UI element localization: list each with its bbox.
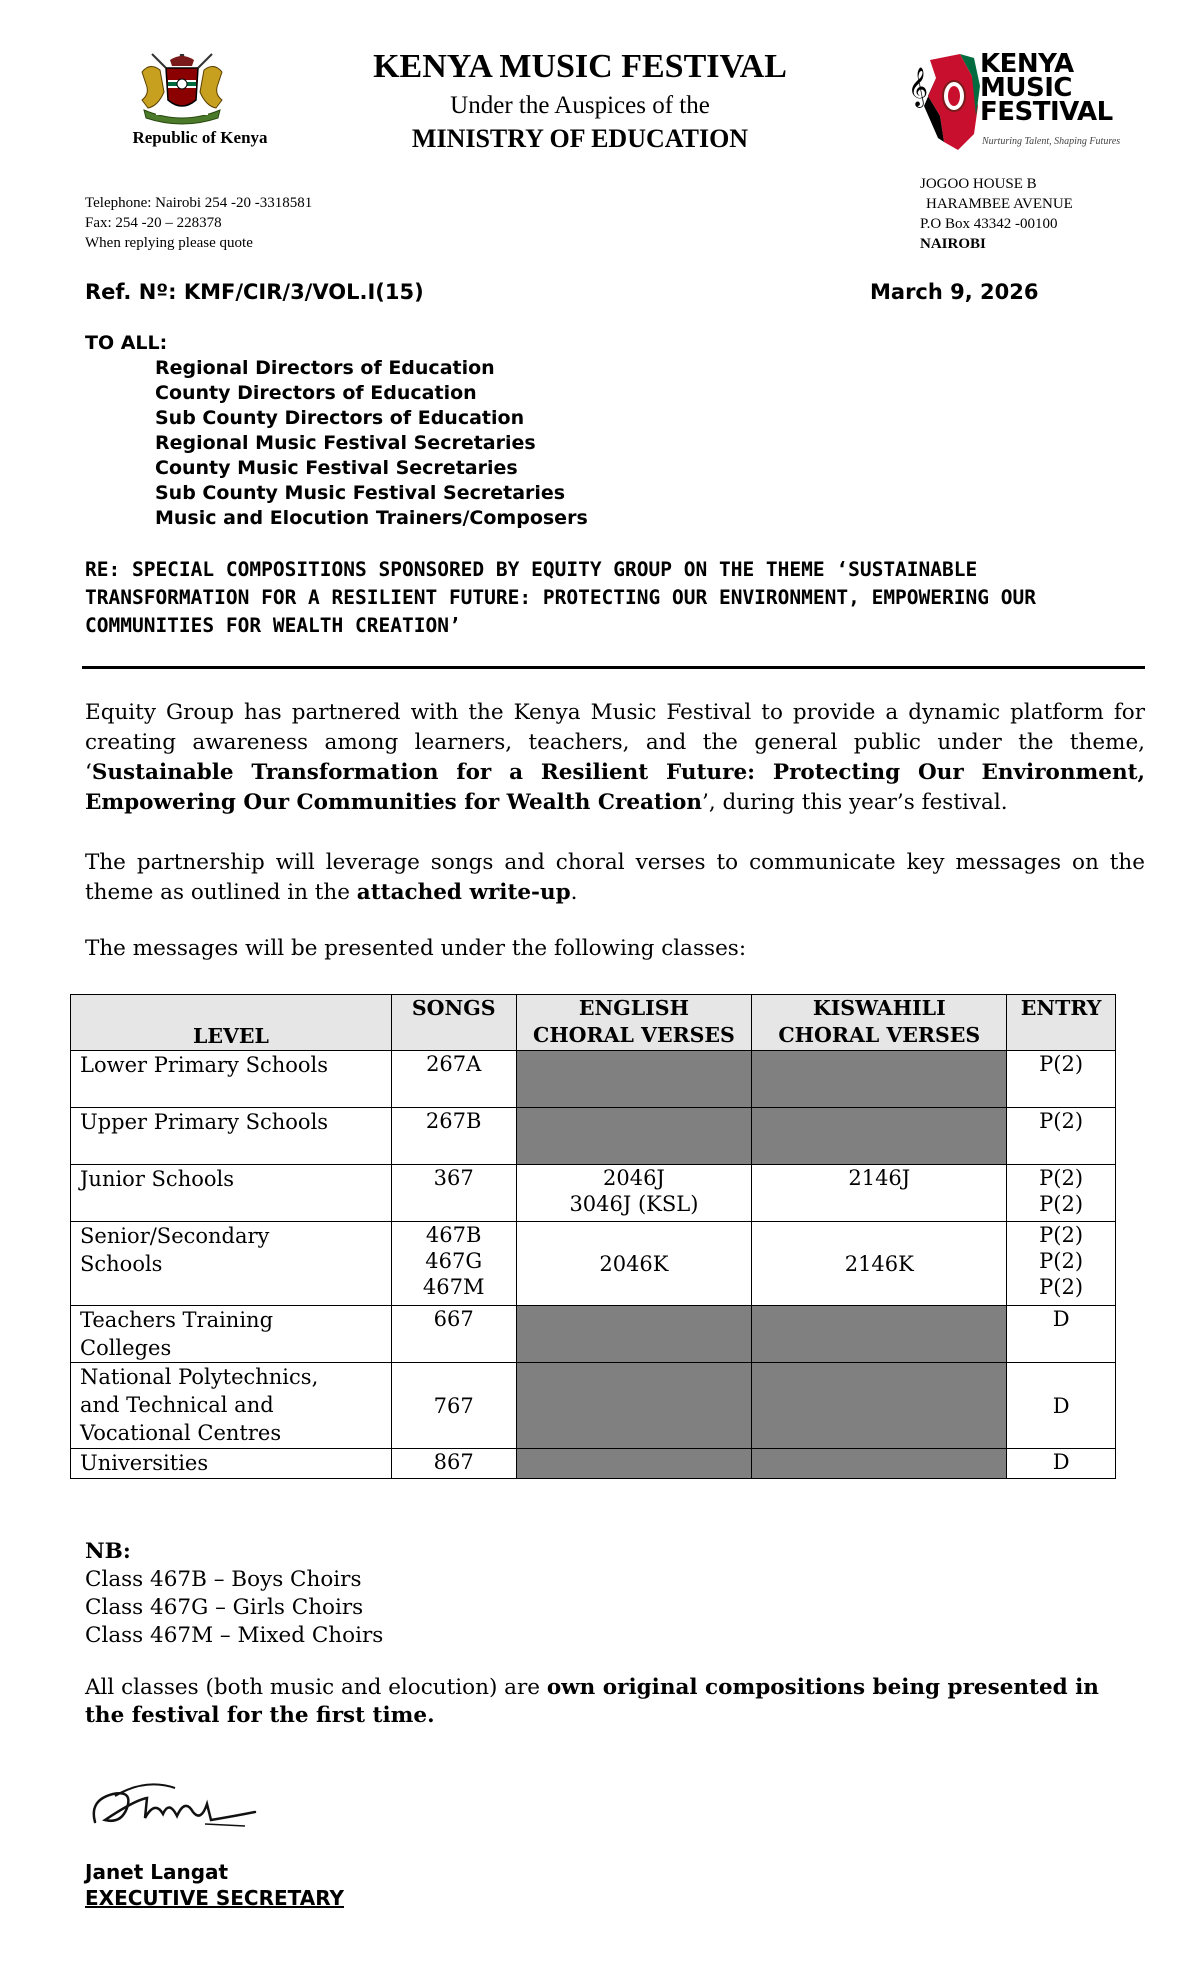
nb-line: Class 467M – Mixed Choirs	[85, 1623, 384, 1648]
cell-text: 667	[433, 1307, 474, 1331]
cell-level	[71, 1449, 392, 1479]
theme-text: Sustainable Transformation for a Resilient Future: Protecting Our Environment, Empowering Our Communities for Wealth Creation	[85, 760, 1145, 815]
kmf-logo-text	[980, 49, 1113, 127]
cell-kiswahili-empty	[752, 1306, 1007, 1363]
cell-entry	[1007, 1222, 1116, 1306]
cell-text: D	[1052, 1393, 1070, 1418]
cell-text: 467B	[425, 1223, 482, 1247]
logo-word: FESTIVAL	[980, 97, 1113, 127]
recipient-list	[155, 356, 588, 531]
cell-english-empty	[516, 1051, 752, 1108]
cell-text: 467M	[422, 1275, 485, 1299]
cell-text: 3046J (KSL)	[569, 1192, 699, 1216]
cell-entry	[1007, 1165, 1116, 1222]
cell-entry	[1007, 1449, 1116, 1479]
cell-entry	[1007, 1051, 1116, 1108]
republic-label: Republic of Kenya	[132, 128, 268, 147]
cell-text: Teachers Training	[80, 1308, 274, 1332]
cell-songs	[391, 1449, 516, 1479]
logo-word: KENYA	[980, 49, 1074, 79]
text: ’, during this year’s festival.	[702, 790, 1008, 815]
cell-kiswahili-empty	[752, 1449, 1007, 1479]
recipient: Regional Music Festival Secretaries	[155, 432, 536, 454]
header-line: ENGLISH	[578, 996, 689, 1020]
address-line: JOGOO HOUSE B	[920, 176, 1037, 192]
cell-text: National Polytechnics,	[80, 1365, 319, 1389]
recipient: Regional Directors of Education	[155, 357, 495, 379]
cell-english	[516, 1222, 752, 1306]
letter-date: March 9, 2026	[870, 280, 1039, 304]
cell-text: Senior/Secondary	[80, 1224, 270, 1248]
header-line: KISWAHILI	[812, 996, 946, 1020]
recipient: Sub County Directors of Education	[155, 407, 525, 429]
logo-word: MUSIC	[980, 73, 1072, 103]
cell-text: 2146K	[844, 1251, 914, 1276]
table-row	[71, 1108, 1116, 1165]
ministry-name: MINISTRY OF EDUCATION	[411, 124, 749, 153]
contact-left	[85, 193, 312, 253]
cell-entry	[1007, 1306, 1116, 1363]
cell-text: P(2)	[1039, 1275, 1084, 1299]
paragraph-original-compositions	[85, 1674, 1145, 1730]
signatory-title: EXECUTIVE SECRETARY	[85, 1886, 345, 1910]
cell-text: Universities	[80, 1451, 209, 1475]
cell-level	[71, 1306, 392, 1363]
cell-text: P(2)	[1039, 1166, 1084, 1190]
cell-text: 2146J	[848, 1166, 911, 1190]
subject-line: RE: SPECIAL COMPOSITIONS SPONSORED BY EQUITY GROUP ON THE THEME ‘SUSTAINABLE TRANSFORMATION FOR A RESILIENT FUTURE: PROTECTING OUR ENVIRONMENT, EMPOWERING OUR COMMUNITIES FOR WEALTH CREATION’	[85, 558, 1036, 637]
cell-text: 467G	[425, 1249, 483, 1273]
cell-text: P(2)	[1039, 1223, 1084, 1247]
nb-line: Class 467B – Boys Choirs	[85, 1567, 362, 1592]
cell-songs	[391, 1363, 516, 1449]
cell-songs	[391, 1306, 516, 1363]
page-title: KENYA MUSIC FESTIVAL	[373, 48, 787, 85]
table-row	[71, 1363, 1116, 1449]
to-all-label: TO ALL:	[85, 332, 168, 354]
cell-level	[71, 1165, 392, 1222]
table-row	[71, 1051, 1116, 1108]
header-level: LEVEL	[71, 995, 392, 1051]
cell-kiswahili	[752, 1222, 1007, 1306]
nb-line: Class 467G – Girls Choirs	[85, 1595, 364, 1620]
recipient: County Directors of Education	[155, 382, 477, 404]
cell-kiswahili-empty	[752, 1363, 1007, 1449]
contact-right	[920, 174, 1073, 254]
cell-kiswahili-empty	[752, 1051, 1007, 1108]
cell-level	[71, 1108, 392, 1165]
cell-entry	[1007, 1108, 1116, 1165]
cell-english-empty	[516, 1306, 752, 1363]
treble-clef-icon: 𝄞	[908, 67, 929, 107]
header-entry: ENTRY	[1007, 995, 1116, 1051]
cell-text: Vocational Centres	[80, 1421, 282, 1445]
address-line: NAIROBI	[920, 236, 986, 252]
emphasis-text: own original compositions being presented in the festival for the first time.	[85, 1675, 1099, 1728]
cell-level	[71, 1363, 392, 1449]
cell-text: 2046J	[602, 1166, 665, 1190]
cell-text: 267A	[426, 1052, 482, 1076]
paragraph-intro	[85, 698, 1145, 818]
coat-of-arms-icon	[122, 48, 242, 133]
cell-songs	[391, 1051, 516, 1108]
cell-entry	[1007, 1363, 1116, 1449]
paragraph-classes: The messages will be presented under the following classes:	[85, 936, 747, 961]
cell-english-empty	[516, 1363, 752, 1449]
nb-section	[85, 1538, 383, 1650]
logo-tagline: Nurturing Talent, Shaping Futures	[982, 136, 1121, 147]
reference-number: Ref. Nº: KMF/CIR/3/VOL.I(15)	[85, 280, 424, 304]
cell-kiswahili	[752, 1165, 1007, 1222]
text: .	[570, 880, 578, 905]
classes-table	[70, 994, 1116, 1479]
cell-songs	[391, 1222, 516, 1306]
text: Equity Group has partnered with the Kenya Music Festival to provide a dynamic platform for creating awareness among learners, teachers, and the general public under the theme, ‘	[85, 700, 1145, 785]
cell-level	[71, 1051, 392, 1108]
divider	[82, 666, 1145, 669]
cell-text: 767	[433, 1393, 474, 1418]
header-kiswahili	[752, 995, 1007, 1051]
table-row	[71, 1165, 1116, 1222]
table-row	[71, 1222, 1116, 1306]
cell-text: Upper Primary Schools	[80, 1110, 329, 1134]
address-line: HARAMBEE AVENUE	[926, 196, 1073, 212]
nb-label: NB:	[85, 1539, 131, 1564]
cell-text: P(2)	[1039, 1109, 1084, 1133]
cell-english-empty	[516, 1108, 752, 1165]
cell-text: P(2)	[1039, 1192, 1084, 1216]
text: All classes (both music and elocution) are	[85, 1675, 547, 1700]
cell-text: 867	[433, 1450, 474, 1474]
table-row	[71, 1306, 1116, 1363]
page-subtitle: Under the Auspices of the	[450, 92, 710, 119]
recipient: Sub County Music Festival Secretaries	[155, 482, 566, 504]
paragraph-partnership	[85, 848, 1145, 908]
recipient: Music and Elocution Trainers/Composers	[155, 507, 588, 529]
cell-english	[516, 1165, 752, 1222]
contact-line: Telephone: Nairobi 254 -20 -3318581	[85, 195, 313, 211]
cell-level	[71, 1222, 392, 1306]
cell-text: D	[1052, 1307, 1070, 1331]
recipient: County Music Festival Secretaries	[155, 457, 518, 479]
header-line: CHORAL VERSES	[533, 1023, 735, 1047]
signatory-name: Janet Langat	[85, 1860, 229, 1884]
write-up-text: attached write-up	[356, 880, 571, 905]
cell-english-empty	[516, 1449, 752, 1479]
text: The partnership will leverage songs and choral verses to communicate key messages on the theme as outlined in the	[85, 850, 1145, 905]
contact-line: Fax: 254 -20 – 228378	[85, 215, 222, 231]
header-english	[516, 995, 752, 1051]
cell-songs	[391, 1165, 516, 1222]
cell-kiswahili-empty	[752, 1108, 1007, 1165]
cell-text: 2046K	[599, 1251, 669, 1276]
header-line: CHORAL VERSES	[778, 1023, 981, 1047]
cell-text: and Technical and	[80, 1393, 274, 1417]
address-line: P.O Box 43342 -00100	[920, 216, 1058, 232]
cell-text: P(2)	[1039, 1052, 1084, 1076]
table-row	[71, 1449, 1116, 1479]
cell-songs	[391, 1108, 516, 1165]
header-songs: SONGS	[391, 995, 516, 1051]
cell-text: Colleges	[80, 1336, 172, 1360]
cell-text: D	[1052, 1450, 1070, 1474]
cell-text: Lower Primary Schools	[80, 1053, 329, 1077]
contact-line: When replying please quote	[85, 235, 253, 251]
cell-text: P(2)	[1039, 1249, 1084, 1273]
cell-text: 367	[433, 1166, 474, 1190]
cell-text: Schools	[80, 1252, 163, 1276]
signature-image	[85, 1770, 265, 1845]
cell-text: Junior Schools	[80, 1167, 234, 1191]
cell-text: 267B	[425, 1109, 482, 1133]
